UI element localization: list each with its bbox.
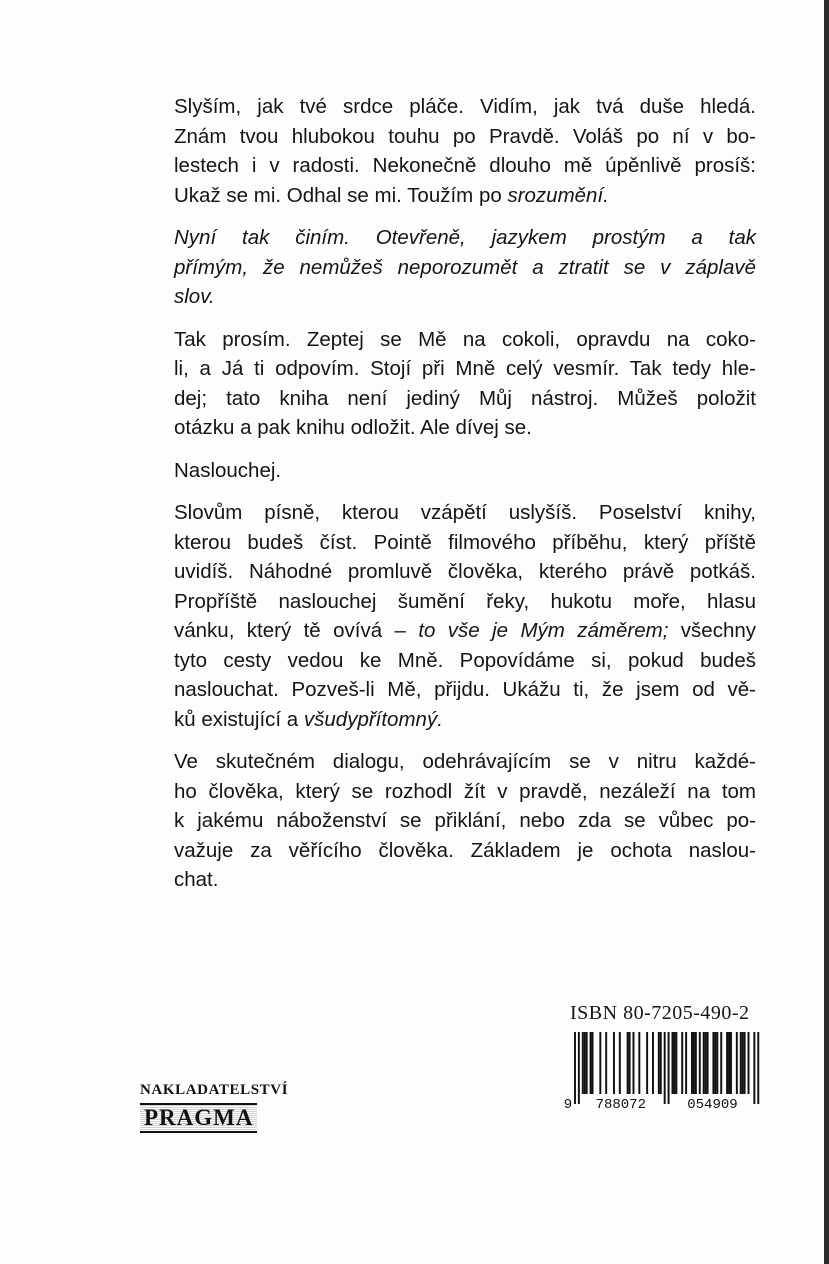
barcode-bar — [664, 1032, 666, 1104]
text-line — [174, 253, 756, 283]
barcode-bar — [744, 1032, 746, 1094]
barcode-bar — [586, 1032, 588, 1094]
publisher-label: NAKLADATELSTVÍ — [140, 1082, 289, 1098]
text-line — [174, 646, 756, 676]
barcode-bar — [619, 1032, 621, 1094]
text-run: Naslouchej. — [174, 458, 282, 482]
text-line — [174, 616, 756, 646]
barcode-bar — [699, 1032, 701, 1094]
isbn-barcode — [560, 1032, 760, 1112]
barcode-bar — [668, 1032, 670, 1104]
text-run: Slovům písně, kterou vzápětí uslyšíš. Poselství knihy, — [174, 501, 756, 524]
barcode-bar — [584, 1032, 586, 1094]
paragraph — [174, 747, 756, 895]
text-run: Znám tvou hlubokou touhu po Pravdě. Voláš po ní v bo- — [174, 124, 756, 148]
paragraph — [174, 498, 756, 734]
barcode-bar — [613, 1032, 615, 1094]
barcode-bar — [592, 1032, 594, 1094]
publisher-logo — [140, 1082, 300, 1133]
barcode-bar — [599, 1032, 601, 1094]
text-run: naslouchat. Pozveš-li Mě, přijdu. Ukážu ti, že jsem od vě- — [174, 678, 756, 701]
barcode-bar — [705, 1032, 707, 1094]
italic-text: slov. — [174, 285, 215, 308]
barcode-bar — [728, 1032, 730, 1094]
barcode-bar — [675, 1032, 677, 1094]
text-line — [174, 557, 756, 587]
text-line — [174, 806, 756, 836]
barcode-bar — [720, 1032, 722, 1094]
barcode-bar — [582, 1032, 584, 1094]
text-run: Ve skutečném dialogu, odehrávajícím se v nitru každé- — [174, 750, 756, 773]
text-run: važuje za věřícího člověka. Základem je ochota naslou- — [174, 838, 756, 862]
isbn-number: ISBN 80-7205-490-2 — [570, 1002, 750, 1024]
text-run: Propříště naslouchej šumění řeky, hukotu moře, hlasu — [174, 589, 756, 613]
barcode-bar — [574, 1032, 576, 1104]
text-line — [174, 587, 756, 617]
text-line — [174, 777, 756, 807]
text-line — [174, 181, 756, 211]
publisher-name: PRAGMA — [140, 1103, 257, 1133]
barcode-bar — [707, 1032, 709, 1094]
barcode-bar — [658, 1032, 660, 1094]
page-edge — [824, 0, 829, 1264]
text-line — [174, 223, 756, 253]
text-run: všechny — [668, 619, 756, 642]
paragraph — [174, 325, 756, 443]
barcode-bar — [712, 1032, 714, 1094]
barcode-bar — [660, 1032, 662, 1094]
barcode-bar — [681, 1032, 683, 1094]
text-line — [174, 151, 756, 181]
text-run: chat. — [174, 868, 219, 891]
italic-text: přímým, že nemůžeš neporozumět a ztratit se v záplavě — [174, 255, 756, 279]
text-run: Slyším, jak tvé srdce pláče. Vidím, jak tvá duše hledá. — [174, 95, 756, 118]
text-line — [174, 413, 756, 443]
barcode-bar — [633, 1032, 635, 1094]
text-line — [174, 836, 756, 866]
text-run: lestech i v radosti. Nekonečně dlouho mě úpěnlivě prosíš: — [174, 154, 756, 177]
paragraph — [174, 456, 756, 486]
text-run: vánku, který tě ovívá – — [174, 619, 419, 642]
text-line — [174, 122, 756, 152]
text-line — [174, 747, 756, 777]
text-run: otázku a pak knihu odložit. Ale dívej se. — [174, 416, 532, 439]
text-line — [174, 384, 756, 414]
text-line — [174, 528, 756, 558]
barcode-bar — [757, 1032, 759, 1104]
text-line — [174, 865, 756, 895]
text-line — [174, 675, 756, 705]
barcode-digits: 9 — [563, 1097, 573, 1112]
text-line — [174, 705, 756, 735]
barcode-bar — [736, 1032, 738, 1094]
barcode-bar — [726, 1032, 728, 1094]
text-run: ků existující a — [174, 707, 304, 731]
italic-text: to vše je Mým záměrem; — [418, 619, 669, 642]
text-line — [174, 456, 756, 486]
text-run: tyto cesty vedou ke Mně. Popovídáme si, pokud budeš — [174, 648, 756, 672]
barcode-bar — [742, 1032, 744, 1094]
text-line — [174, 354, 756, 384]
barcode-bar — [714, 1032, 716, 1094]
barcode-digits: 054909 — [687, 1097, 738, 1112]
barcode-bar — [753, 1032, 755, 1104]
text-run: ho člověka, který se rozhodl žít v pravdě, nezáleží na tom — [174, 779, 756, 803]
barcode-bar — [716, 1032, 718, 1094]
paragraph — [174, 223, 756, 312]
text-line — [174, 325, 756, 355]
barcode-bar — [740, 1032, 742, 1094]
barcode-bar — [691, 1032, 693, 1094]
barcode-bar — [627, 1032, 629, 1094]
text-line — [174, 92, 756, 122]
barcode-bar — [748, 1032, 750, 1094]
paragraph — [174, 92, 756, 210]
barcode-bar — [652, 1032, 654, 1094]
italic-text: Nyní tak činím. Otevřeně, jazykem prostým a tak — [174, 226, 756, 249]
barcode-bar — [638, 1032, 640, 1094]
barcode-bar — [578, 1032, 580, 1104]
italic-text: všudypřítomný. — [303, 707, 443, 731]
text-run: uvidíš. Náhodné promluvě člověka, kterého právě potkáš. — [174, 560, 756, 583]
text-run: Ukaž se mi. Odhal se mi. Toužím po — [174, 183, 508, 207]
text-run: k jakému náboženství se přiklání, nebo zda se vůbec po- — [174, 809, 756, 832]
barcode-bar — [703, 1032, 705, 1094]
barcode-bar — [685, 1032, 687, 1094]
italic-text: srozumění. — [507, 183, 609, 207]
text-line — [174, 498, 756, 528]
blurb-text — [174, 92, 756, 908]
text-run: dej; tato kniha není jediný Můj nástroj. Můžeš položit — [174, 386, 756, 410]
barcode-digits: 788072 — [595, 1097, 647, 1112]
barcode-bar — [646, 1032, 648, 1094]
barcode-bar — [693, 1032, 695, 1094]
text-line — [174, 282, 756, 312]
barcode-bar — [695, 1032, 697, 1094]
barcode-bar — [605, 1032, 607, 1094]
barcode-bar — [673, 1032, 675, 1094]
barcode-bar — [672, 1032, 674, 1094]
text-run: kterou budeš číst. Pointě filmového příběhu, který příště — [174, 530, 756, 554]
barcode-bar — [730, 1032, 732, 1094]
text-run: Tak prosím. Zeptej se Mě na cokoli, opravdu na coko- — [174, 327, 756, 351]
text-run: li, a Já ti odpovím. Stojí při Mně celý vesmír. Tak tedy hle- — [174, 357, 756, 380]
barcode-bar — [629, 1032, 631, 1094]
barcode-bar — [590, 1032, 592, 1094]
